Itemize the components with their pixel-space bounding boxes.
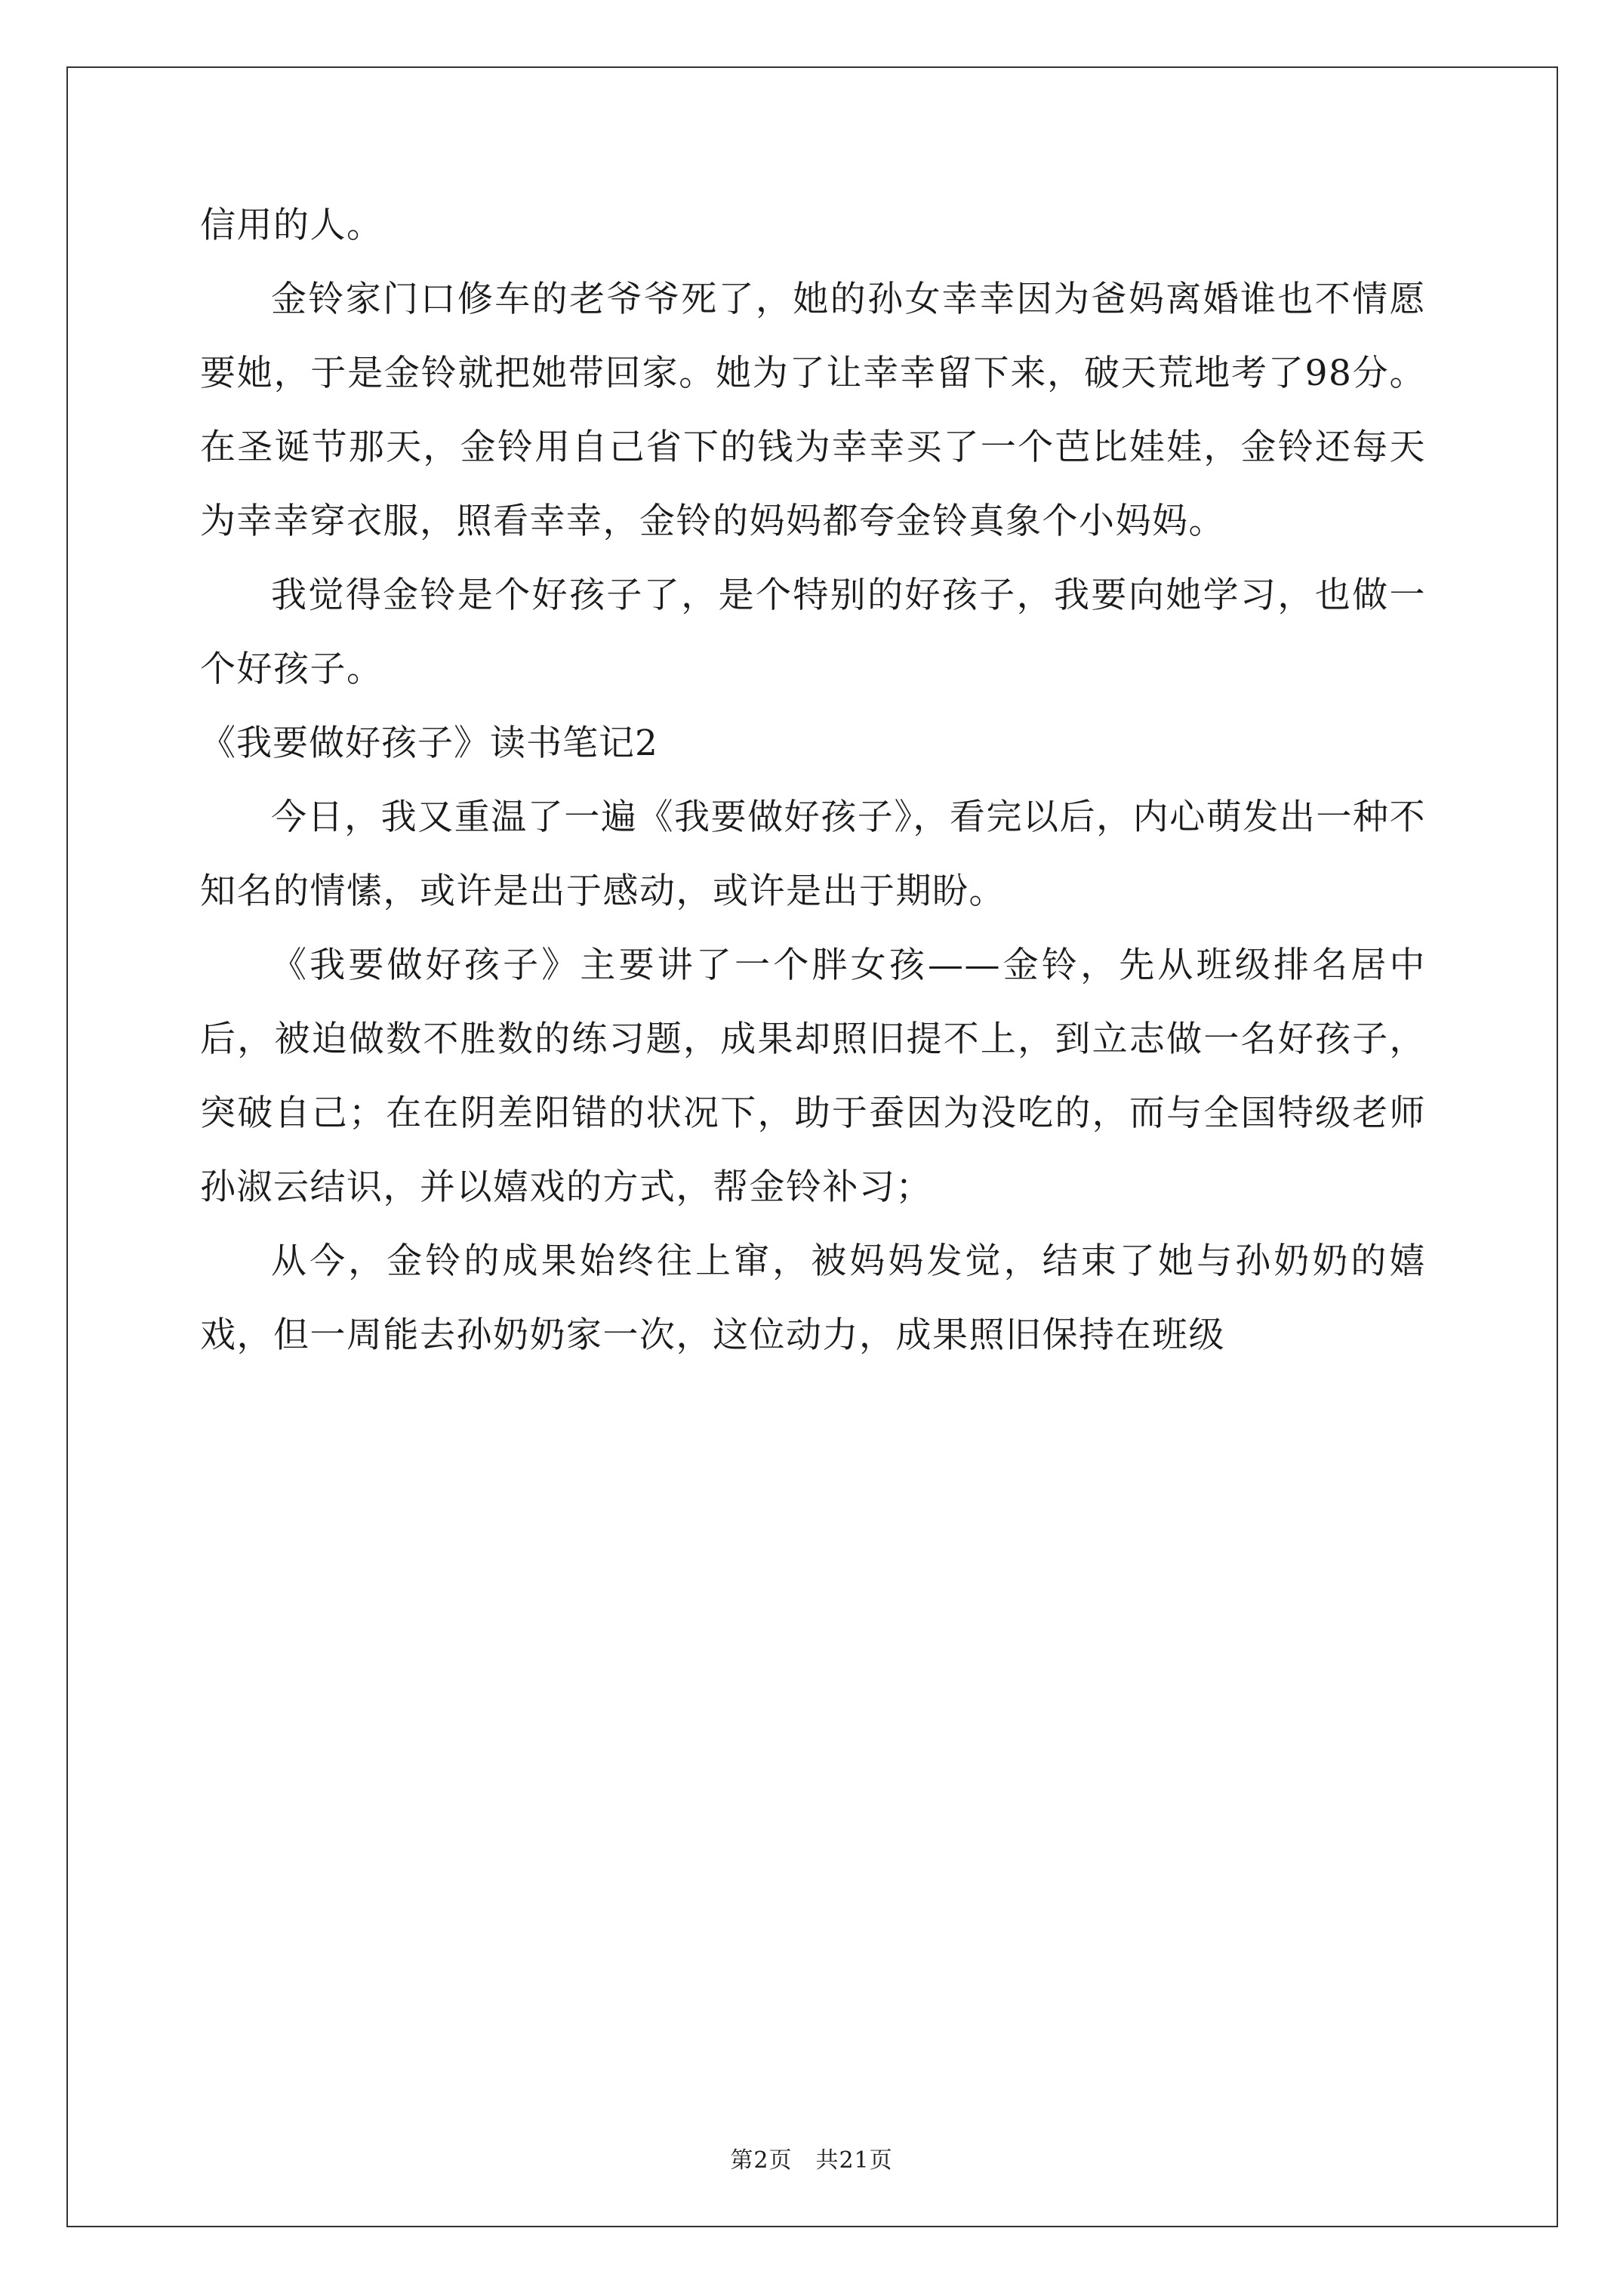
section-heading: 《我要做好孩子》读书笔记2 bbox=[200, 723, 658, 764]
document-body bbox=[200, 189, 1426, 1373]
paragraph-6: 从今，金铃的成果始终往上窜，被妈妈发觉，结束了她与孙奶奶的嬉戏，但一周能去孙奶奶家一次，这位动力，成果照旧保持在班级 bbox=[200, 1240, 1426, 1356]
page-number-footer: 第2页 共21页 bbox=[730, 2147, 893, 2174]
paragraph-1: 信用的人。 bbox=[200, 205, 383, 246]
paragraph-4: 今日，我又重温了一遍《我要做好孩子》，看完以后，内心萌发出一种不知名的情愫，或许是出于感动，或许是出于期盼。 bbox=[200, 797, 1426, 912]
paragraph-3: 我觉得金铃是个好孩子了，是个特别的好孩子，我要向她学习，也做一个好孩子。 bbox=[200, 575, 1426, 690]
paragraph-2: 金铃家门口修车的老爷爷死了，她的孙女幸幸因为爸妈离婚谁也不情愿要她，于是金铃就把她带回家。她为了让幸幸留下来，破天荒地考了98分。在圣诞节那天，金铃用自己省下的钱为幸幸买了一个芭比娃娃，金铃还每天为幸幸穿衣服，照看幸幸，金铃的妈妈都夸金铃真象个小妈妈。 bbox=[200, 279, 1426, 542]
paragraph-5: 《我要做好孩子》主要讲了一个胖女孩——金铃，先从班级排名居中后，被迫做数不胜数的练习题，成果却照旧提不上，到立志做一名好孩子，突破自己；在在阴差阳错的状况下，助于蚕因为没吃的，而与全国特级老师孙淑云结识，并以嬉戏的方式，帮金铃补习； bbox=[200, 945, 1426, 1208]
